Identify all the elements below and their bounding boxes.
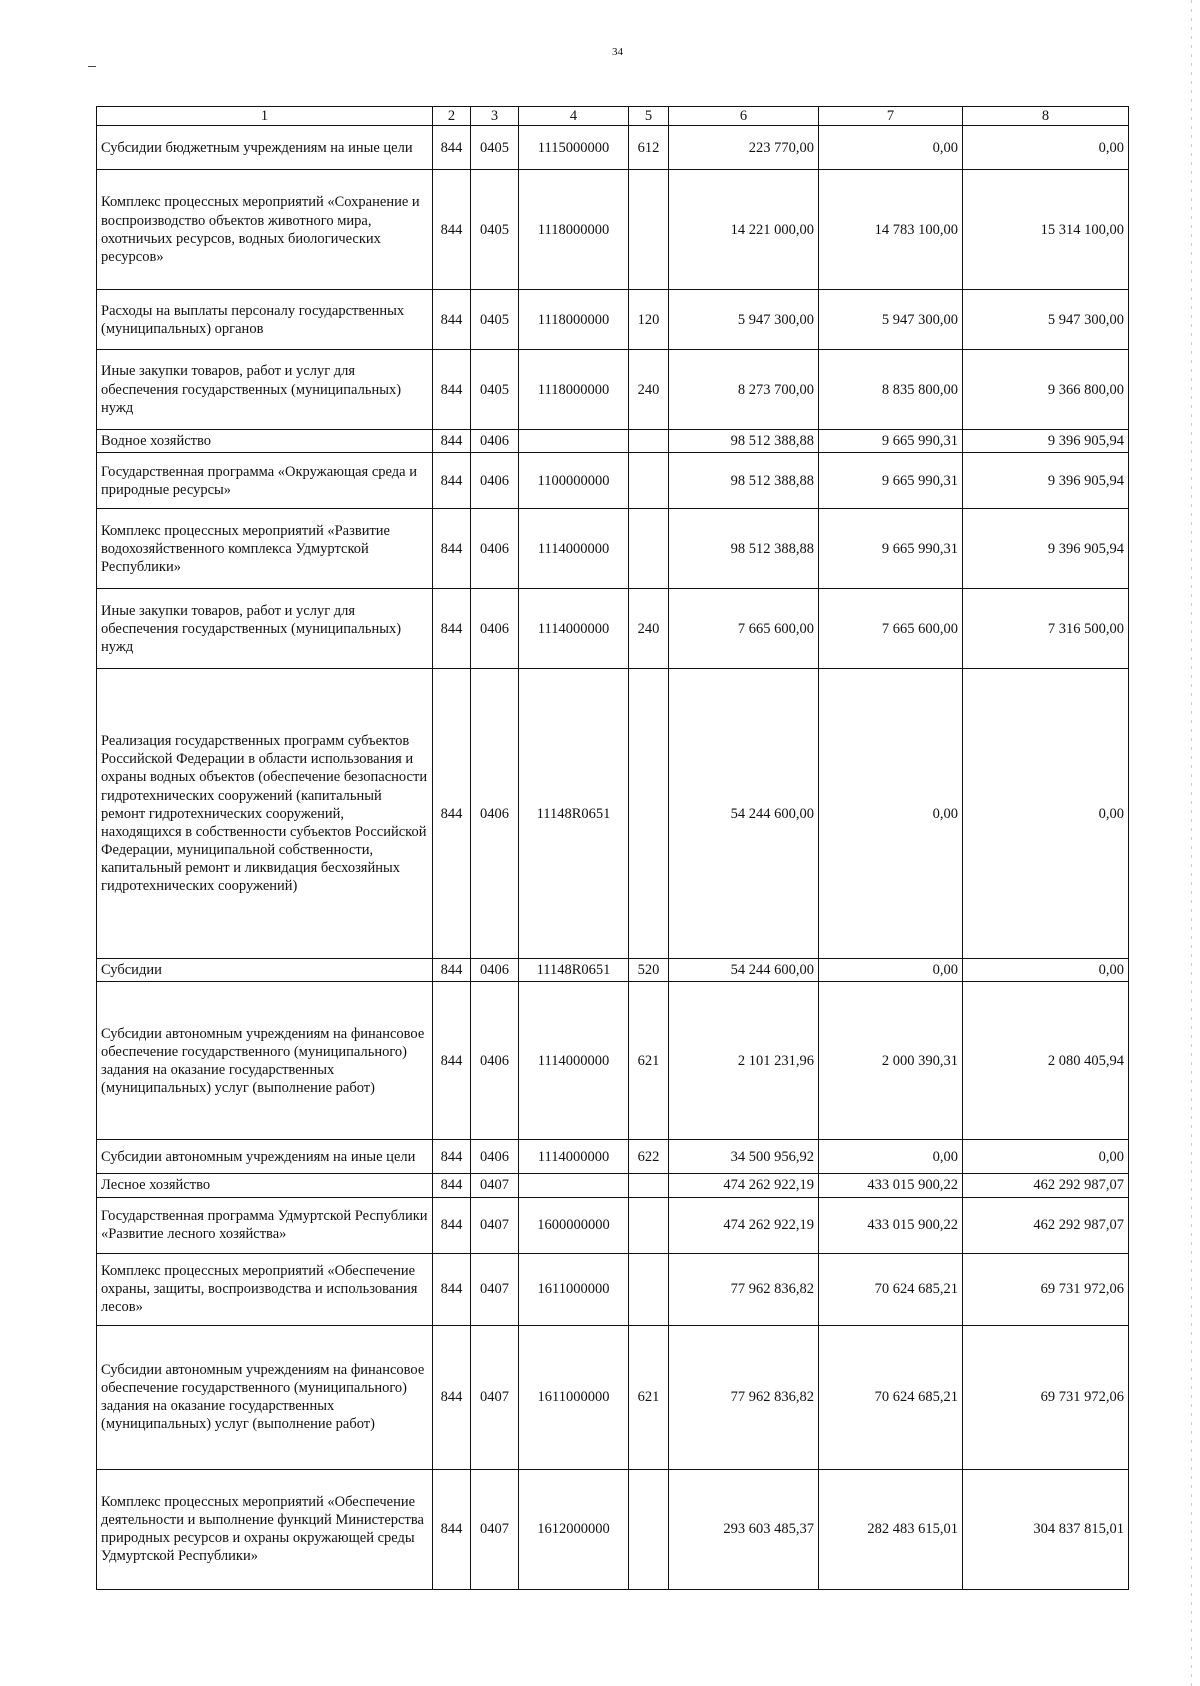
cell-col-5: 612: [629, 126, 669, 170]
cell-col-4: 1100000000: [519, 453, 629, 509]
table-row: [97, 290, 1129, 350]
cell-col-4: 1612000000: [519, 1469, 629, 1589]
cell-col-4: 1118000000: [519, 350, 629, 430]
cell-col-4: 1118000000: [519, 290, 629, 350]
page-number: 34: [612, 46, 623, 58]
cell-col-5: [629, 453, 669, 509]
cell-col-5: [629, 1253, 669, 1325]
cell-col-5: [629, 509, 669, 589]
table-body: [97, 107, 1129, 1590]
cell-col-1: Водное хозяйство: [97, 430, 433, 453]
header-cell-6: 6: [669, 107, 819, 126]
cell-col-4: 1114000000: [519, 509, 629, 589]
cell-col-3: 0406: [471, 959, 519, 982]
cell-col-6: 98 512 388,88: [669, 509, 819, 589]
header-row: [97, 107, 1129, 126]
table-row: [97, 430, 1129, 453]
cell-col-3: 0406: [471, 982, 519, 1140]
cell-col-1: Комплекс процессных мероприятий «Обеспечение охраны, защиты, воспроизводства и использования лесов»: [97, 1253, 433, 1325]
cell-col-5: [629, 1469, 669, 1589]
cell-col-7: 14 783 100,00: [819, 170, 963, 290]
cell-col-6: 54 244 600,00: [669, 669, 819, 959]
cell-col-1: Государственная программа «Окружающая среда и природные ресурсы»: [97, 453, 433, 509]
cell-col-3: 0406: [471, 1140, 519, 1174]
cell-col-6: 8 273 700,00: [669, 350, 819, 430]
cell-col-1: Комплекс процессных мероприятий «Обеспечение деятельности и выполнение функций Министерства природных ресурсов и охраны окружающей среды Удмуртской Республики»: [97, 1469, 433, 1589]
cell-col-2: 844: [433, 1197, 471, 1253]
cell-col-2: 844: [433, 453, 471, 509]
cell-col-3: 0407: [471, 1197, 519, 1253]
cell-col-1: Субсидии автономным учреждениям на финансовое обеспечение государственного (муниципального) задания на оказание государственных (муниципальных) услуг (выполнение работ): [97, 982, 433, 1140]
cell-col-7: 8 835 800,00: [819, 350, 963, 430]
cell-col-7: 0,00: [819, 959, 963, 982]
cell-col-6: 223 770,00: [669, 126, 819, 170]
cell-col-6: 14 221 000,00: [669, 170, 819, 290]
table-row: [97, 453, 1129, 509]
cell-col-2: 844: [433, 126, 471, 170]
cell-col-7: 282 483 615,01: [819, 1469, 963, 1589]
cell-col-5: [629, 430, 669, 453]
cell-col-3: 0405: [471, 350, 519, 430]
cell-col-7: 0,00: [819, 126, 963, 170]
table-row: [97, 1469, 1129, 1589]
cell-col-6: 474 262 922,19: [669, 1174, 819, 1197]
table-row: [97, 1253, 1129, 1325]
cell-col-7: 0,00: [819, 669, 963, 959]
cell-col-2: 844: [433, 170, 471, 290]
cell-col-6: 54 244 600,00: [669, 959, 819, 982]
cell-col-1: Расходы на выплаты персоналу государственных (муниципальных) органов: [97, 290, 433, 350]
cell-col-4: 1114000000: [519, 982, 629, 1140]
header-cell-3: 3: [471, 107, 519, 126]
cell-col-6: 2 101 231,96: [669, 982, 819, 1140]
cell-col-3: 0406: [471, 669, 519, 959]
cell-col-4: 1114000000: [519, 589, 629, 669]
cell-col-5: [629, 170, 669, 290]
cell-col-6: 77 962 836,82: [669, 1325, 819, 1469]
cell-col-3: 0406: [471, 509, 519, 589]
cell-col-5: 621: [629, 982, 669, 1140]
table-row: [97, 170, 1129, 290]
cell-col-6: 34 500 956,92: [669, 1140, 819, 1174]
cell-col-7: 433 015 900,22: [819, 1197, 963, 1253]
header-cell-5: 5: [629, 107, 669, 126]
cell-col-3: 0407: [471, 1253, 519, 1325]
cell-col-3: 0405: [471, 290, 519, 350]
cell-col-2: 844: [433, 982, 471, 1140]
cell-col-7: 9 665 990,31: [819, 453, 963, 509]
cell-col-6: 7 665 600,00: [669, 589, 819, 669]
cell-col-2: 844: [433, 509, 471, 589]
table-row: [97, 126, 1129, 170]
budget-table: [96, 106, 1129, 1590]
table-row: [97, 509, 1129, 589]
cell-col-6: 474 262 922,19: [669, 1197, 819, 1253]
cell-col-8: 2 080 405,94: [963, 982, 1129, 1140]
table-row: [97, 350, 1129, 430]
cell-col-2: 844: [433, 959, 471, 982]
cell-col-1: Комплекс процессных мероприятий «Сохранение и воспроизводство объектов животного мира, охотничьих ресурсов, водных биологических ресурсов»: [97, 170, 433, 290]
cell-col-4: [519, 430, 629, 453]
cell-col-7: 70 624 685,21: [819, 1253, 963, 1325]
cell-col-1: Реализация государственных программ субъектов Российской Федерации в области использования и охраны водных объектов (обеспечение безопасности гидротехнических сооружений (капитальный ремонт гидротехнических сооружений, находящихся в собственности субъектов Российской Федерации, муниципальной собственности, капитальный ремонт и ликвидация бесхозяйных гидротехнических сооружений): [97, 669, 433, 959]
cell-col-4: 1118000000: [519, 170, 629, 290]
cell-col-8: 304 837 815,01: [963, 1469, 1129, 1589]
cell-col-4: 1115000000: [519, 126, 629, 170]
cell-col-2: 844: [433, 430, 471, 453]
cell-col-6: 5 947 300,00: [669, 290, 819, 350]
cell-col-1: Субсидии автономным учреждениям на иные цели: [97, 1140, 433, 1174]
cell-col-4: 1611000000: [519, 1253, 629, 1325]
cell-col-5: 622: [629, 1140, 669, 1174]
header-cell-8: 8: [963, 107, 1129, 126]
cell-col-8: 5 947 300,00: [963, 290, 1129, 350]
table-row: [97, 1140, 1129, 1174]
cell-col-8: 462 292 987,07: [963, 1174, 1129, 1197]
cell-col-3: 0407: [471, 1469, 519, 1589]
cell-col-4: 11148R0651: [519, 669, 629, 959]
cell-col-4: 1114000000: [519, 1140, 629, 1174]
cell-col-7: 7 665 600,00: [819, 589, 963, 669]
cell-col-8: 15 314 100,00: [963, 170, 1129, 290]
cell-col-2: 844: [433, 1253, 471, 1325]
cell-col-5: 240: [629, 589, 669, 669]
cell-col-4: [519, 1174, 629, 1197]
cell-col-7: 2 000 390,31: [819, 982, 963, 1140]
header-cell-1: 1: [97, 107, 433, 126]
header-cell-4: 4: [519, 107, 629, 126]
cell-col-3: 0407: [471, 1174, 519, 1197]
table-row: [97, 982, 1129, 1140]
header-cell-2: 2: [433, 107, 471, 126]
cell-col-8: 7 316 500,00: [963, 589, 1129, 669]
cell-col-8: 0,00: [963, 1140, 1129, 1174]
cell-col-3: 0406: [471, 453, 519, 509]
cell-col-8: 9 396 905,94: [963, 509, 1129, 589]
table-row: [97, 1197, 1129, 1253]
cell-col-1: Субсидии: [97, 959, 433, 982]
cell-col-8: 69 731 972,06: [963, 1253, 1129, 1325]
cell-col-8: 9 396 905,94: [963, 430, 1129, 453]
cell-col-6: 293 603 485,37: [669, 1469, 819, 1589]
cell-col-8: 0,00: [963, 669, 1129, 959]
table-row: [97, 589, 1129, 669]
scan-edge-artifact: [1191, 0, 1192, 1686]
cell-col-7: 9 665 990,31: [819, 509, 963, 589]
cell-col-1: Комплекс процессных мероприятий «Развитие водохозяйственного комплекса Удмуртской Республики»: [97, 509, 433, 589]
cell-col-4: 1600000000: [519, 1197, 629, 1253]
cell-col-5: [629, 1174, 669, 1197]
header-cell-7: 7: [819, 107, 963, 126]
cell-col-3: 0407: [471, 1325, 519, 1469]
cell-col-5: 240: [629, 350, 669, 430]
cell-col-8: 9 396 905,94: [963, 453, 1129, 509]
cell-col-1: Субсидии бюджетным учреждениям на иные цели: [97, 126, 433, 170]
margin-mark: [88, 66, 96, 67]
cell-col-2: 844: [433, 350, 471, 430]
cell-col-2: 844: [433, 290, 471, 350]
cell-col-2: 844: [433, 1140, 471, 1174]
cell-col-4: 1611000000: [519, 1325, 629, 1469]
cell-col-3: 0405: [471, 170, 519, 290]
cell-col-6: 77 962 836,82: [669, 1253, 819, 1325]
cell-col-1: Субсидии автономным учреждениям на финансовое обеспечение государственного (муниципального) задания на оказание государственных (муниципальных) услуг (выполнение работ): [97, 1325, 433, 1469]
cell-col-5: 120: [629, 290, 669, 350]
cell-col-1: Лесное хозяйство: [97, 1174, 433, 1197]
cell-col-2: 844: [433, 1325, 471, 1469]
table-row: [97, 959, 1129, 982]
cell-col-7: 5 947 300,00: [819, 290, 963, 350]
cell-col-6: 98 512 388,88: [669, 430, 819, 453]
cell-col-7: 0,00: [819, 1140, 963, 1174]
cell-col-8: 462 292 987,07: [963, 1197, 1129, 1253]
cell-col-7: 70 624 685,21: [819, 1325, 963, 1469]
cell-col-8: 69 731 972,06: [963, 1325, 1129, 1469]
table-row: [97, 1325, 1129, 1469]
cell-col-8: 0,00: [963, 126, 1129, 170]
cell-col-1: Иные закупки товаров, работ и услуг для обеспечения государственных (муниципальных) нужд: [97, 350, 433, 430]
cell-col-1: Иные закупки товаров, работ и услуг для обеспечения государственных (муниципальных) нужд: [97, 589, 433, 669]
cell-col-5: [629, 669, 669, 959]
cell-col-7: 433 015 900,22: [819, 1174, 963, 1197]
cell-col-5: [629, 1197, 669, 1253]
cell-col-3: 0406: [471, 589, 519, 669]
cell-col-2: 844: [433, 1174, 471, 1197]
cell-col-2: 844: [433, 669, 471, 959]
cell-col-3: 0406: [471, 430, 519, 453]
cell-col-4: 11148R0651: [519, 959, 629, 982]
cell-col-3: 0405: [471, 126, 519, 170]
cell-col-6: 98 512 388,88: [669, 453, 819, 509]
cell-col-5: 621: [629, 1325, 669, 1469]
cell-col-1: Государственная программа Удмуртской Республики «Развитие лесного хозяйства»: [97, 1197, 433, 1253]
cell-col-2: 844: [433, 1469, 471, 1589]
table-row: [97, 1174, 1129, 1197]
cell-col-5: 520: [629, 959, 669, 982]
table-row: [97, 669, 1129, 959]
cell-col-2: 844: [433, 589, 471, 669]
cell-col-7: 9 665 990,31: [819, 430, 963, 453]
cell-col-8: 0,00: [963, 959, 1129, 982]
cell-col-8: 9 366 800,00: [963, 350, 1129, 430]
